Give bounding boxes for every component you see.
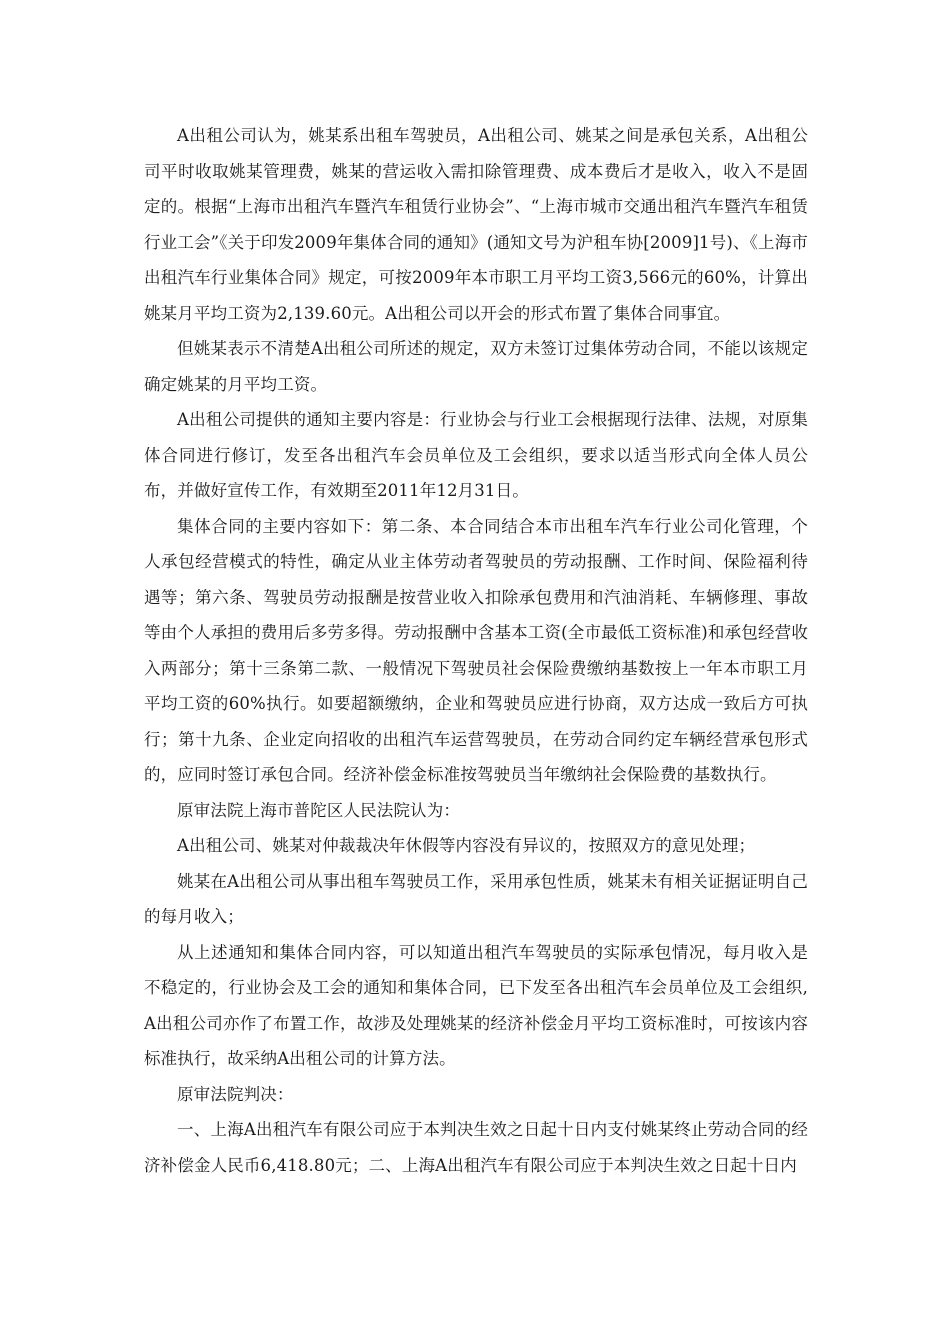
paragraph-court-opinion-heading: 原审法院上海市普陀区人民法院认为： (177, 800, 461, 820)
paragraph-company-position: A出租公司认为，姚某系出租车驾驶员，A出租公司、姚某之间是承包关系，A出租公司平时收取姚某管理费，姚某的营运收入需扣除管理费、成本费后才是收入，收入不是固定的。根据“上海市出租汽车暨汽车租赁行业协会”、“上海市城市交通出租汽车暨汽车租赁行业工会”《关于印发2009年集体合同的通知》(通知文号为沪租车协[2009]1号)、《上海市出租汽车行业集体合同》规定，可按2009年本市职工月平均工资3,566元的60%，计算出姚某月平均工资为2,139.60元。A出租公司以开会的形式布置了集体合同事宜。 (144, 126, 808, 323)
paragraph-collective-contract: 集体合同的主要内容如下：第二条、本合同结合本市出租车汽车行业公司化管理，个人承包经营模式的特性，确定从业主体劳动者驾驶员的劳动报酬、工作时间、保险福利待遇等；第六条、驾驶员劳动报酬是按营业收入扣除承包费用和汽油消耗、车辆修理、事故等由个人承担的费用后多劳多得。劳动报酬中含基本工资(全市最低工资标准)和承包经营收入两部分；第十三条第二款、一般情况下驾驶员社会保险费缴纳基数按上一年本市职工月平均工资的60%执行。如要超额缴纳，企业和驾驶员应进行协商，双方达成一致后方可执行；第十九条、企业定向招收的出租汽车运营驾驶员，在劳动合同约定车辆经营承包形式的，应同时签订承包合同。经济补偿金标准按驾驶员当年缴纳社会保险费的基数执行。 (144, 516, 808, 784)
paragraph-notice-content: A出租公司提供的通知主要内容是：行业协会与行业工会根据现行法律、法规，对原集体合同进行修订，发至各出租汽车会员单位及工会组织，要求以适当形式向全体人员公布，并做好宣传工作，有效期至2011年12月31日。 (144, 410, 808, 500)
paragraph-judgment-items: 一、上海A出租汽车有限公司应于本判决生效之日起十日内支付姚某终止劳动合同的经济补偿金人民币6,418.80元；二、上海A出租汽车有限公司应于本判决生效之日起十日内 (144, 1120, 808, 1175)
document-body (144, 118, 808, 1183)
paragraph-yao-objection: 但姚某表示不清楚A出租公司所述的规定，双方未签订过集体劳动合同，不能以该规定确定姚某的月平均工资。 (144, 339, 808, 394)
paragraph-judgment-heading: 原审法院判决： (177, 1084, 294, 1104)
paragraph-court-opinion-3: 从上述通知和集体合同内容，可以知道出租汽车驾驶员的实际承包情况，每月收入是不稳定的，行业协会及工会的通知和集体合同，已下发至各出租汽车会员单位及工会组织,A出租公司亦作了布置工作，故涉及处理姚某的经济补偿金月平均工资标准时，可按该内容标准执行，故采纳A出租公司的计算方法。 (144, 942, 808, 1068)
paragraph-court-opinion-2: 姚某在A出租公司从事出租车驾驶员工作，采用承包性质，姚某未有相关证据证明自己的每月收入； (144, 871, 808, 926)
paragraph-court-opinion-1: A出租公司、姚某对仲裁裁决年休假等内容没有异议的，按照双方的意见处理； (177, 836, 756, 855)
